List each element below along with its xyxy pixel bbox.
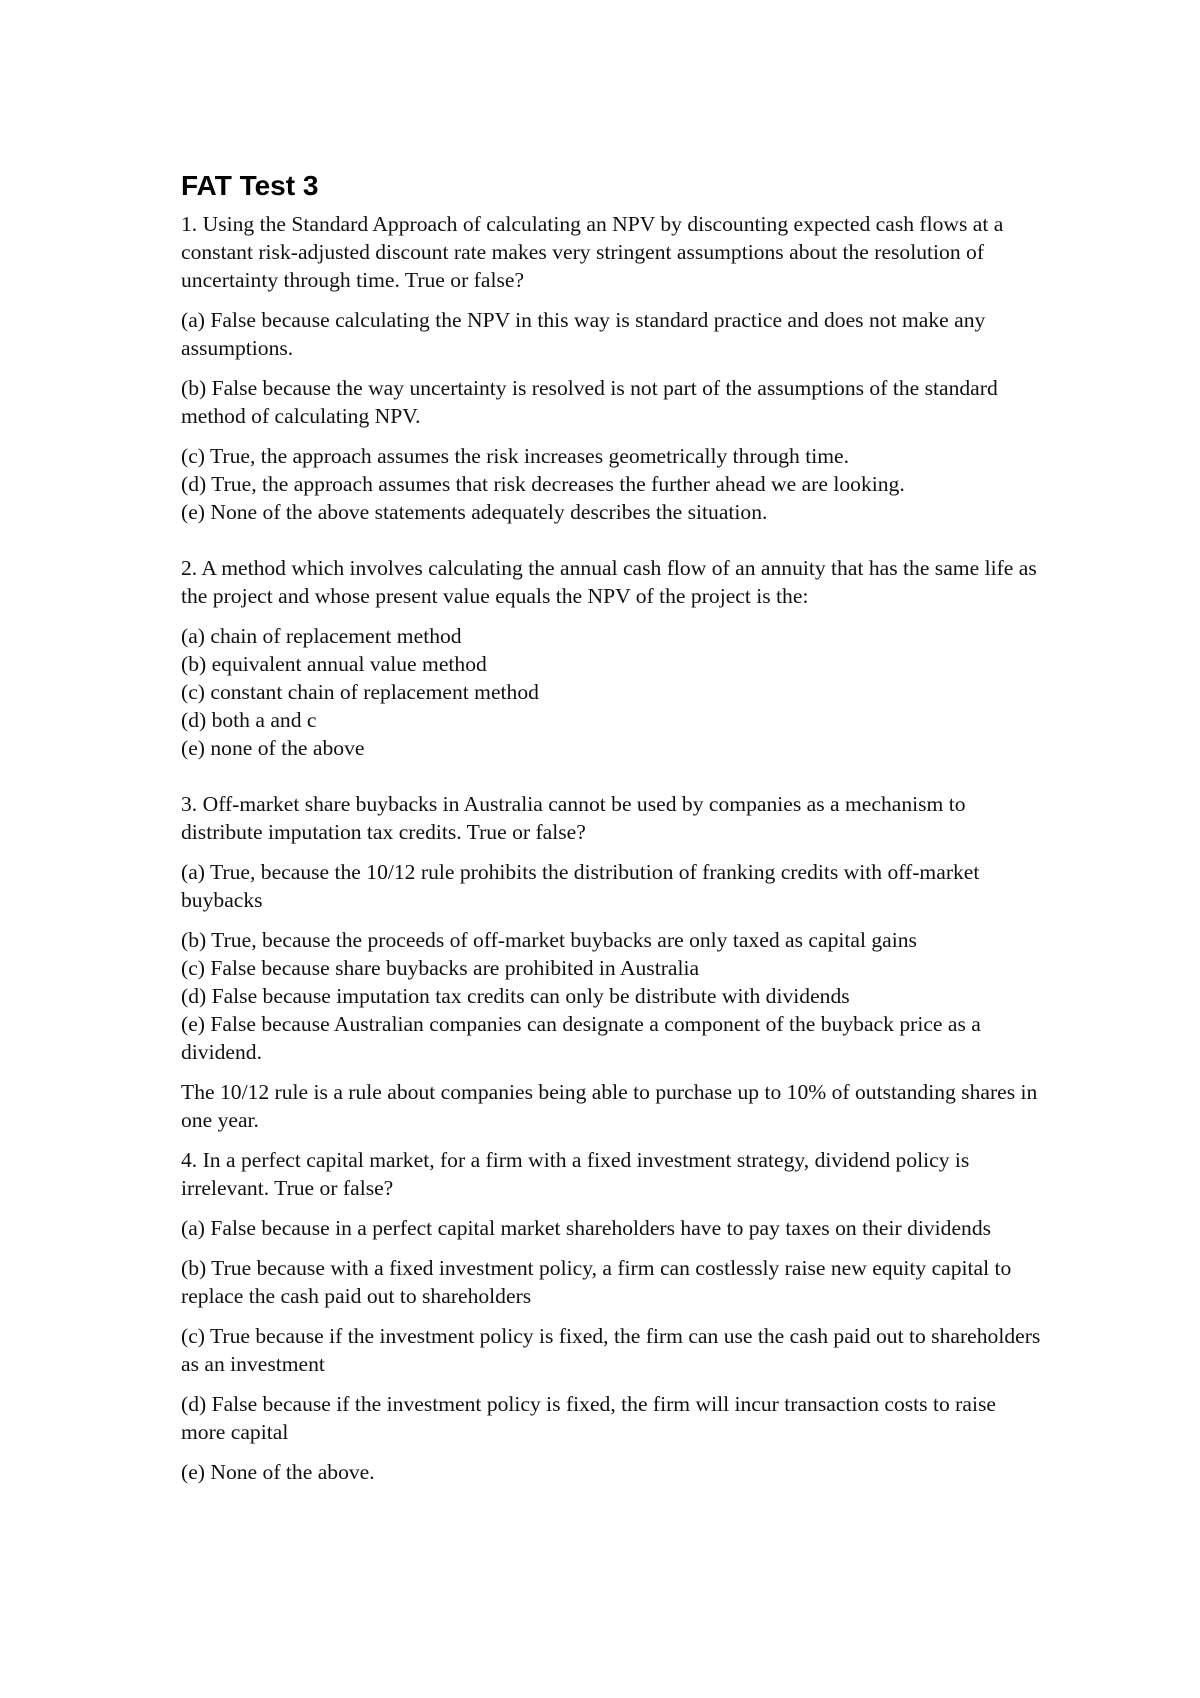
answer-option-e: (e) none of the above (181, 736, 365, 760)
answer-option-e: (e) None of the above. (181, 1460, 375, 1484)
answer-option-e: (e) None of the above statements adequately describes the situation. (181, 500, 768, 524)
question-stem: 1. Using the Standard Approach of calculating an NPV by discounting expected cash flows at a constant risk-adjusted discount rate makes very stringent assumptions about the resolution of uncertainty through time. True or false? (181, 212, 1004, 292)
answer-option-c: (c) True, the approach assumes the risk increases geometrically through time. (181, 444, 850, 468)
answer-option-d: (d) True, the approach assumes that risk decreases the further ahead we are looking. (181, 472, 905, 496)
answer-option-c: (c) constant chain of replacement method (181, 680, 539, 704)
answer-option-b: (b) True, because the proceeds of off-market buybacks are only taxed as capital gains (181, 928, 917, 952)
question-stem: 3. Off-market share buybacks in Australia cannot be used by companies as a mechanism to distribute imputation tax credits. True or false? (181, 792, 966, 844)
answer-option-c: (c) True because if the investment policy is fixed, the firm can use the cash paid out to shareholders as an investment (181, 1324, 1041, 1376)
page-title: FAT Test 3 (181, 170, 319, 201)
question-stem: 2. A method which involves calculating the annual cash flow of an annuity that has the same life as the project and whose present value equals the NPV of the project is the: (181, 556, 1037, 608)
question-stem: 4. In a perfect capital market, for a firm with a fixed investment strategy, dividend policy is irrelevant. True or false? (181, 1148, 970, 1200)
answer-option-a: (a) chain of replacement method (181, 624, 462, 648)
answer-option-d: (d) False because if the investment policy is fixed, the firm will incur transaction costs to raise more capital (181, 1392, 996, 1444)
answer-option-e: (e) False because Australian companies can designate a component of the buyback price as a dividend. (181, 1012, 981, 1064)
answer-option-d: (d) False because imputation tax credits can only be distribute with dividends (181, 984, 850, 1008)
answer-option-c: (c) False because share buybacks are prohibited in Australia (181, 956, 700, 980)
question-4 (181, 1146, 1041, 1486)
question-3 (181, 790, 1041, 1134)
answer-option-b: (b) False because the way uncertainty is resolved is not part of the assumptions of the standard method of calculating NPV. (181, 376, 998, 428)
document-body (181, 168, 1041, 1486)
explanation-note: The 10/12 rule is a rule about companies being able to purchase up to 10% of outstanding shares in one year. (181, 1080, 1038, 1132)
answer-option-d: (d) both a and c (181, 708, 317, 732)
question-2 (181, 554, 1041, 762)
answer-option-a: (a) True, because the 10/12 rule prohibits the distribution of franking credits with off-market buybacks (181, 860, 980, 912)
answer-option-b: (b) equivalent annual value method (181, 652, 487, 676)
answer-option-a: (a) False because in a perfect capital market shareholders have to pay taxes on their dividends (181, 1216, 992, 1240)
question-1 (181, 210, 1041, 526)
answer-option-b: (b) True because with a fixed investment policy, a firm can costlessly raise new equity capital to replace the cash paid out to shareholders (181, 1256, 1012, 1308)
answer-option-a: (a) False because calculating the NPV in this way is standard practice and does not make any assumptions. (181, 308, 986, 360)
